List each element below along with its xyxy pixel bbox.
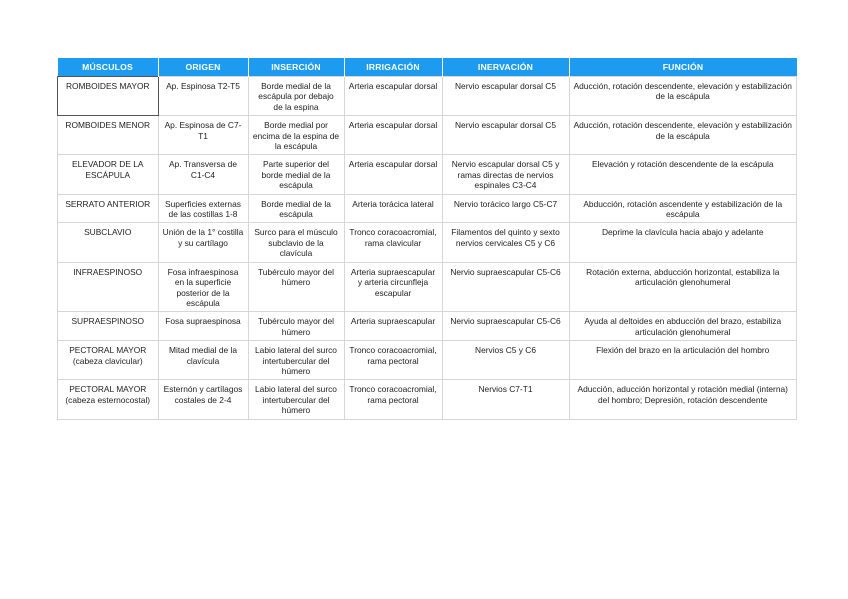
cell-irrigation: Arteria supraescapular	[344, 312, 442, 341]
cell-muscle: PECTORAL MAYOR (cabeza esternocostal)	[58, 380, 159, 419]
cell-insertion: Tubérculo mayor del húmero	[248, 262, 344, 312]
cell-function: Aducción, rotación descendente, elevación y estabilización de la escápula	[569, 116, 797, 155]
cell-irrigation: Arteria escapular dorsal	[344, 77, 442, 116]
cell-origin: Fosa supraespinosa	[158, 312, 248, 341]
cell-irrigation: Tronco coracoacromial, rama clavicular	[344, 223, 442, 262]
header-musculos: MÚSCULOS	[58, 58, 159, 77]
muscles-table-container	[57, 58, 791, 420]
table-row	[58, 380, 797, 419]
table-body	[58, 77, 797, 420]
cell-muscle: SERRATO ANTERIOR	[58, 194, 159, 223]
cell-irrigation: Arteria torácica lateral	[344, 194, 442, 223]
cell-innervation: Nervio escapular dorsal C5	[442, 116, 569, 155]
header-irrigacion: IRRIGACIÓN	[344, 58, 442, 77]
cell-insertion: Surco para el músculo subclavio de la clavícula	[248, 223, 344, 262]
table-row	[58, 312, 797, 341]
cell-origin: Unión de la 1° costilla y su cartílago	[158, 223, 248, 262]
header-funcion: FUNCIÓN	[569, 58, 797, 77]
cell-irrigation: Tronco coracoacromial, rama pectoral	[344, 341, 442, 380]
cell-muscle: ROMBOIDES MENOR	[58, 116, 159, 155]
cell-function: Aducción, rotación descendente, elevación y estabilización de la escápula	[569, 77, 797, 116]
cell-function: Abducción, rotación ascendente y estabilización de la escápula	[569, 194, 797, 223]
cell-function: Deprime la clavícula hacia abajo y adelante	[569, 223, 797, 262]
cell-muscle: SUBCLAVIO	[58, 223, 159, 262]
cell-innervation: Nervio supraescapular C5-C6	[442, 312, 569, 341]
table-row	[58, 116, 797, 155]
cell-muscle: ROMBOIDES MAYOR	[58, 77, 159, 116]
cell-muscle: PECTORAL MAYOR (cabeza clavicular)	[58, 341, 159, 380]
cell-innervation: Nervio escapular dorsal C5	[442, 77, 569, 116]
table-row	[58, 262, 797, 312]
cell-insertion: Labio lateral del surco intertubercular del húmero	[248, 341, 344, 380]
muscles-table	[57, 58, 797, 420]
cell-origin: Mitad medial de la clavícula	[158, 341, 248, 380]
cell-origin: Esternón y cartílagos costales de 2-4	[158, 380, 248, 419]
table-row	[58, 155, 797, 194]
cell-innervation: Filamentos del quinto y sexto nervios cervicales C5 y C6	[442, 223, 569, 262]
cell-muscle: ELEVADOR DE LA ESCÁPULA	[58, 155, 159, 194]
cell-insertion: Borde medial por encima de la espina de la escápula	[248, 116, 344, 155]
cell-innervation: Nervio torácico largo C5-C7	[442, 194, 569, 223]
header-insercion: INSERCIÓN	[248, 58, 344, 77]
cell-insertion: Labio lateral del surco intertubercular del húmero	[248, 380, 344, 419]
cell-muscle: SUPRAESPINOSO	[58, 312, 159, 341]
cell-irrigation: Arteria supraescapular y arteria circunfleja escapular	[344, 262, 442, 312]
cell-innervation: Nervio supraescapular C5-C6	[442, 262, 569, 312]
table-row	[58, 341, 797, 380]
cell-irrigation: Arteria escapular dorsal	[344, 116, 442, 155]
cell-innervation: Nervios C5 y C6	[442, 341, 569, 380]
cell-origin: Ap. Espinosa T2-T5	[158, 77, 248, 116]
table-row	[58, 194, 797, 223]
cell-innervation: Nervios C7-T1	[442, 380, 569, 419]
cell-function: Flexión del brazo en la articulación del hombro	[569, 341, 797, 380]
cell-insertion: Tubérculo mayor del húmero	[248, 312, 344, 341]
cell-function: Ayuda al deltoides en abducción del brazo, estabiliza articulación glenohumeral	[569, 312, 797, 341]
table-row	[58, 77, 797, 116]
cell-irrigation: Tronco coracoacromial, rama pectoral	[344, 380, 442, 419]
header-origen: ORIGEN	[158, 58, 248, 77]
cell-irrigation: Arteria escapular dorsal	[344, 155, 442, 194]
header-inervacion: INERVACIÓN	[442, 58, 569, 77]
cell-origin: Fosa infraespinosa en la superficie posterior de la escápula	[158, 262, 248, 312]
cell-insertion: Parte superior del borde medial de la escápula	[248, 155, 344, 194]
cell-insertion: Borde medial de la escápula	[248, 194, 344, 223]
cell-origin: Ap. Transversa de C1-C4	[158, 155, 248, 194]
cell-origin: Ap. Espinosa de C7-T1	[158, 116, 248, 155]
cell-function: Aducción, aducción horizontal y rotación medial (interna) del hombro; Depresión, rotación descendente	[569, 380, 797, 419]
table-header-row	[58, 58, 797, 77]
cell-muscle: INFRAESPINOSO	[58, 262, 159, 312]
cell-function: Elevación y rotación descendente de la escápula	[569, 155, 797, 194]
table-row	[58, 223, 797, 262]
cell-insertion: Borde medial de la escápula por debajo de la espina	[248, 77, 344, 116]
cell-function: Rotación externa, abducción horizontal, estabiliza la articulación glenohumeral	[569, 262, 797, 312]
cell-innervation: Nervio escapular dorsal C5 y ramas directas de nervios espinales C3-C4	[442, 155, 569, 194]
cell-origin: Superficies externas de las costillas 1-8	[158, 194, 248, 223]
